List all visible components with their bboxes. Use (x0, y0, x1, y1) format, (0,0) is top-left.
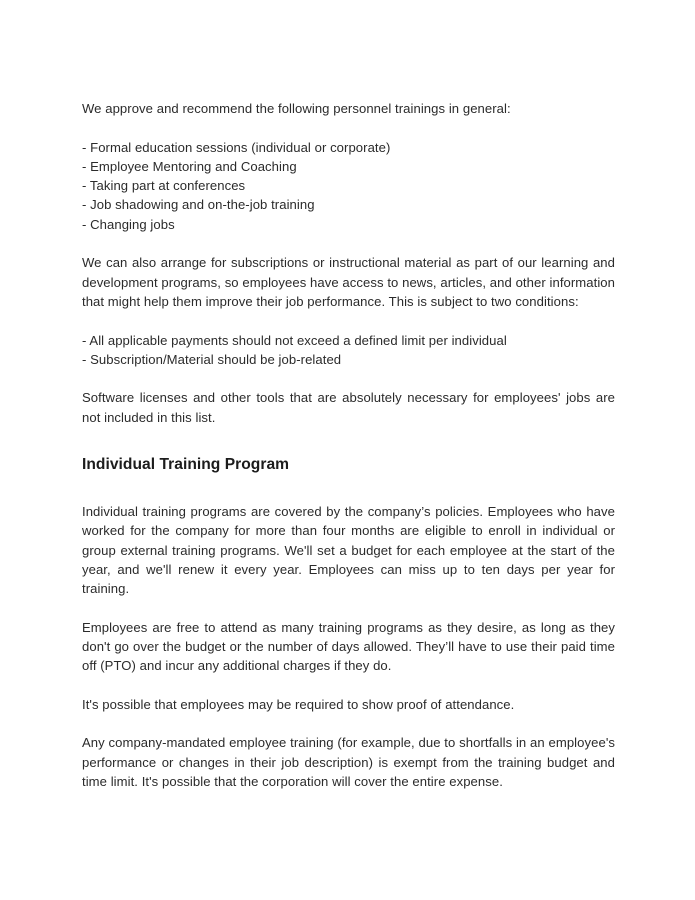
page-title: Individual Training Program (82, 455, 290, 473)
spacer (82, 598, 615, 617)
spacer (82, 311, 615, 330)
company-mandated-paragraph: Any company-mandated employee training (for example, due to shortfalls in an employee's performance or changes in their job description) is exempt from the training budget and time limit. It's possible that the corporation will cover the entire expense. (82, 735, 615, 790)
attendance-freedom-paragraph: Employees are free to attend as many training programs as they desire, as long as they don't go over the budget or the number of days allowed. They’ll have to use their paid time off (PTO) and incur any additional charges if they do. (82, 619, 615, 674)
list-item: - Changing jobs (82, 216, 175, 232)
training-types-list (82, 138, 615, 234)
spacer (82, 488, 615, 502)
list-item: - Taking part at conferences (82, 178, 246, 194)
list-item: - Formal education sessions (individual or corporate) (82, 139, 391, 155)
document-body (82, 99, 615, 791)
spacer (82, 118, 615, 137)
individual-programs-paragraph: Individual training programs are covered by the company’s policies. Employees who have worked for the company for more than four months are eligible to enroll in individual or group external training programs. We'll set a budget for each employee at the start of the year, and we'll renew it every year. Employees can miss up to ten days per year for training. (82, 503, 615, 597)
subscriptions-paragraph: We can also arrange for subscriptions or instructional material as part of our learning and development programs, so employees have access to news, articles, and other information that might help them improve their job performance. This is subject to two conditions: (82, 255, 615, 309)
spacer (82, 369, 615, 388)
conditions-list (82, 331, 615, 370)
spacer (82, 714, 615, 733)
spacer (82, 676, 615, 695)
list-item: - Subscription/Material should be job-related (82, 351, 342, 367)
intro-paragraph: We approve and recommend the following personnel trainings in general: (82, 101, 511, 116)
spacer (82, 427, 615, 441)
list-item: - All applicable payments should not exceed a defined limit per individual (82, 332, 507, 348)
list-item: - Job shadowing and on-the-job training (82, 197, 315, 213)
list-item: - Employee Mentoring and Coaching (82, 158, 297, 174)
spacer (82, 234, 615, 253)
proof-paragraph: It's possible that employees may be required to show proof of attendance. (82, 696, 515, 712)
software-licenses-paragraph: Software licenses and other tools that are absolutely necessary for employees' jobs are not included in this list. (82, 390, 615, 425)
